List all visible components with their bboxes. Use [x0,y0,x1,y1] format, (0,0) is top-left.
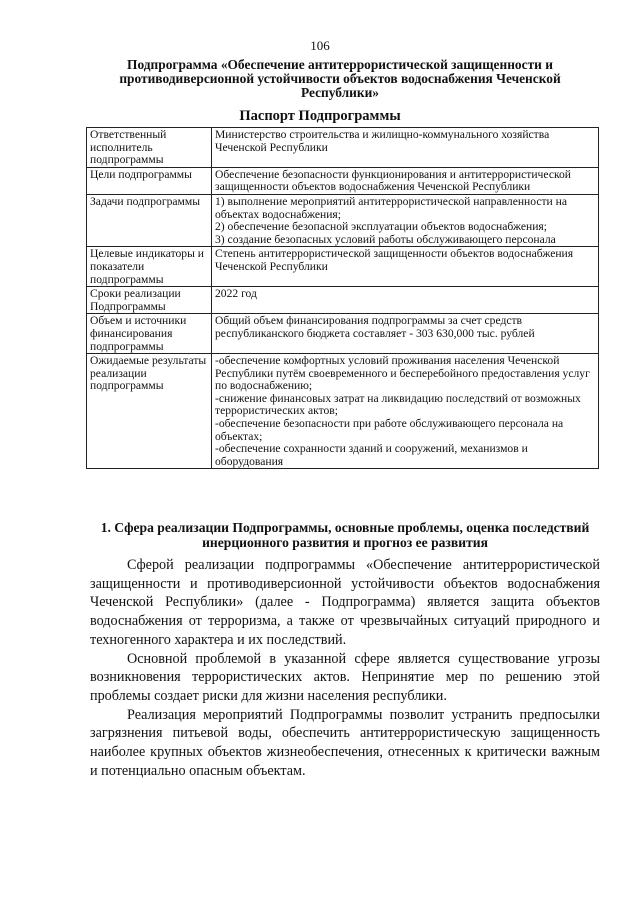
passport-row-results [87,354,599,469]
passport-value-line: -обеспечение комфортных условий проживания населения Чеченской Республики путём своевременного и бесперебойного предоставления услуг по водоснабжению; [215,354,593,393]
section-heading: 1. Сфера реализации Подпрограммы, основные проблемы, оценка последствий инерционного развития и прогноз ее развития [100,520,590,550]
passport-row-tasks [87,194,599,246]
passport-label: Ответственный исполнитель подпрограммы [87,128,212,168]
passport-label: Задачи подпрограммы [87,194,212,246]
section-body [90,556,600,780]
passport-value-line: 2022 год [215,287,257,301]
passport-label: Ожидаемые результаты реализации подпрограммы [87,354,212,469]
passport-label: Сроки реализации Подпрограммы [87,287,212,314]
passport-value [212,314,599,354]
passport-value-line: Степень антитеррористической защищенности объектов водоснабжения Чеченской Республики [215,247,576,273]
passport-value [212,354,599,469]
passport-value-line: 3) создание безопасных условий работы обслуживающего персонала [215,232,556,246]
passport-value-line: -обеспечение сохранности зданий и сооружений, механизмов и оборудования [215,442,531,468]
body-paragraph: Сферой реализации подпрограммы «Обеспечение антитеррористической защищенности и противодиверсионной устойчивости объектов водоснабжения Чеченской Республики» (далее - Подпрограмма) является защита объектов водоснабжения от терроризма, а также от чрезвычайных ситуаций природного и техногенного характера и их последствий. [90,557,600,648]
passport-row-terms [87,287,599,314]
passport-value [212,194,599,246]
passport-value [212,167,599,194]
passport-label: Цели подпрограммы [87,167,212,194]
passport-row-funding [87,314,599,354]
passport-value [212,287,599,314]
passport-value [212,247,599,287]
passport-value-line: 1) выполнение мероприятий антитеррористической направленности на объектах водоснабжения; [215,194,570,221]
passport-value-line: -снижение финансовых затрат на ликвидацию последствий от возможных террористических актов; [215,391,584,418]
passport-value-line: -обеспечение безопасности при работе обслуживающего персонала на объектах; [215,417,567,443]
passport-value-line: Министерство строительства и жилищно-коммунального хозяйства Чеченской Республики [215,128,553,154]
document-title: Подпрограмма «Обеспечение антитеррористической защищенности и противодиверсионной устойчивости объектов водоснабжения Чеченской Республики» [119,57,561,100]
passport-row-goals [87,167,599,194]
passport-row-executor [87,128,599,168]
passport-value-line: Обеспечение безопасности функционирования и антитеррористической защищенности объектов водоснабжения Чеченской Республики [215,167,574,194]
passport-value-line: Общий объем финансирования подпрограммы за счет средств республиканского бюджета составляет - 303 630,000 тыс. рублей [215,314,535,340]
passport-table [86,127,599,469]
passport-value-line: 2) обеспечение безопасной эксплуатации объектов водоснабжения; [215,220,547,234]
passport-row-indicators [87,247,599,287]
passport-label: Целевые индикаторы и показатели подпрограммы [87,247,212,287]
passport-title: Паспорт Подпрограммы [239,108,401,124]
passport-label: Объем и источники финансирования подпрограммы [87,314,212,354]
passport-value [212,128,599,168]
body-paragraph: Основной проблемой в указанной сфере является существование угрозы возникновения террористических актов. Непринятие мер по решению этой проблемы создает риски для жизни населения республики. [90,650,600,704]
body-paragraph: Реализация мероприятий Подпрограммы позволит устранить предпосылки загрязнения питьевой воды, обеспечить антитеррористическую защищенность наиболее крупных объектов жизнеобеспечения, отнесенных к критически важным и потенциально опасным объектам. [90,706,600,779]
page-number: 106 [310,38,330,53]
